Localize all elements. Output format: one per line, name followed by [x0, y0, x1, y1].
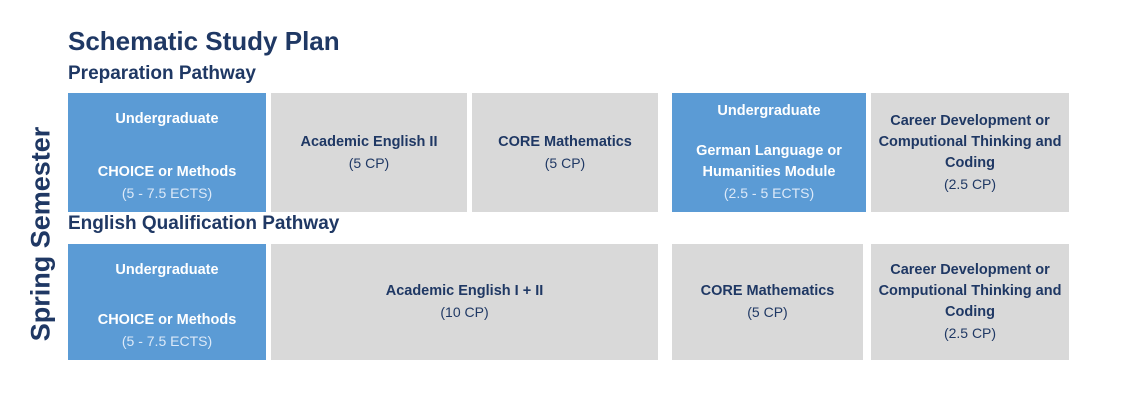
- pathway-heading-english-qualification: English Qualification Pathway: [68, 213, 340, 234]
- course-box-line: CHOICE or Methods: [97, 164, 237, 180]
- page-title: Schematic Study Plan: [68, 26, 340, 56]
- course-box-credits: (2.5 CP): [943, 325, 997, 341]
- course-box-core-mathematics: [472, 93, 658, 212]
- course-box-line: Coding: [945, 304, 995, 320]
- course-box-line: Career Development or: [890, 112, 1050, 129]
- course-box-credits: (2.5 - 5 ECTS): [723, 185, 815, 201]
- course-box-credits: (5 CP): [544, 154, 586, 171]
- course-box-line: Academic English II: [300, 133, 438, 150]
- course-box-line: Academic English I + II: [385, 283, 544, 299]
- course-box-line: CHOICE or Methods: [97, 312, 237, 328]
- course-box-core-mathematics: [672, 244, 863, 360]
- course-box-choice-methods: [68, 244, 266, 360]
- course-box-header: Undergraduate: [115, 262, 219, 278]
- course-box-line: Computional Thinking and: [878, 133, 1062, 150]
- course-box-career-coding: [871, 93, 1069, 212]
- course-box-credits: (5 - 7.5 ECTS): [121, 333, 213, 349]
- course-box-line: CORE Mathematics: [498, 133, 632, 150]
- course-box-german-humanities: [672, 93, 866, 212]
- course-box-line: Computional Thinking and: [878, 283, 1062, 299]
- course-box-line: German Language or: [696, 143, 842, 159]
- course-box-line: Coding: [945, 154, 995, 171]
- course-box-header: Undergraduate: [717, 103, 821, 119]
- course-box-line: Humanities Module: [702, 164, 836, 180]
- course-box-career-coding: [871, 244, 1069, 360]
- course-box-header: Undergraduate: [115, 111, 219, 127]
- pathway-heading-preparation: Preparation Pathway: [68, 63, 256, 84]
- course-box-credits: (5 - 7.5 ECTS): [121, 185, 213, 201]
- course-box-line: CORE Mathematics: [700, 283, 835, 299]
- course-box-academic-english-1-2: [271, 244, 658, 360]
- semester-label: Spring Semester: [25, 126, 56, 342]
- course-box-academic-english-2: [271, 93, 467, 212]
- course-box-choice-methods: [68, 93, 266, 212]
- course-box-credits: (5 CP): [348, 154, 390, 171]
- course-box-credits: (5 CP): [747, 304, 788, 320]
- course-box-credits: (2.5 CP): [943, 175, 997, 192]
- course-box-credits: (10 CP): [440, 304, 489, 320]
- course-box-line: Career Development or: [890, 262, 1050, 278]
